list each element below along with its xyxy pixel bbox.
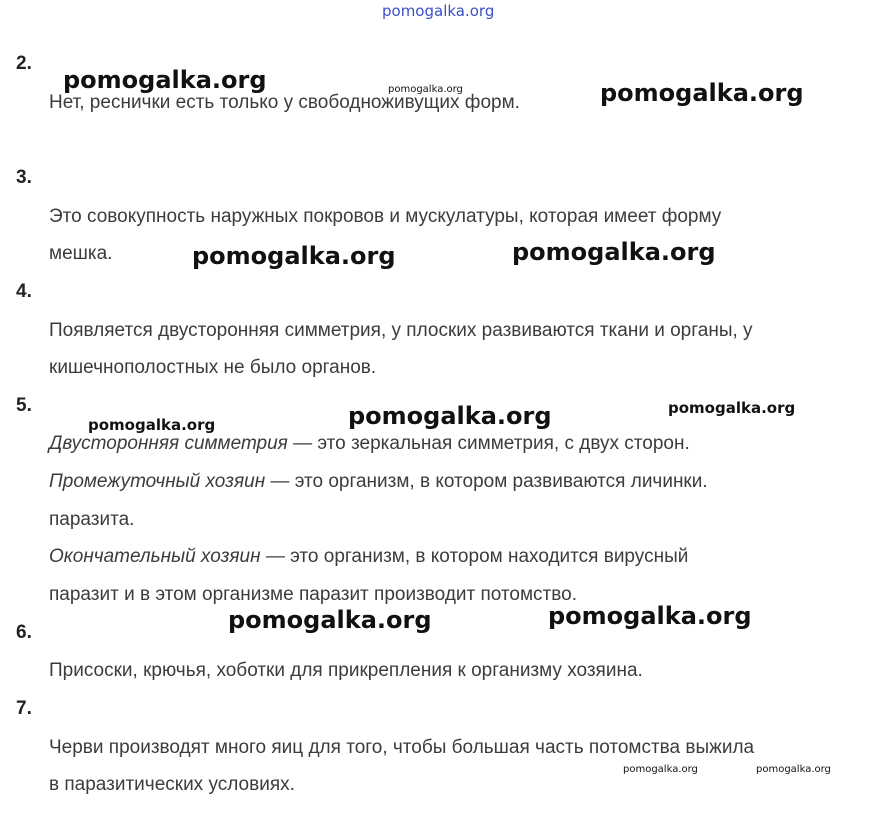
answer-number: 3. [16,167,32,188]
watermark-top: pomogalka.org [382,2,495,20]
definition-text: — это организм, в котором находится вирусный [260,546,689,567]
definition-text: — это организм, в котором развиваются личинки. [265,471,708,492]
answer-number: 6. [16,622,32,643]
answer-line: Появляется двусторонняя симметрия, у плоских развиваются ткани и органы, у [49,320,753,341]
answer-line: мешка. [49,243,113,264]
watermark: pomogalka.org [348,402,552,430]
answer-line: Это совокупность наружных покровов и мускулатуры, которая имеет форму [49,206,722,227]
answer-line: кишечнополостных не было органов. [49,357,377,378]
answer-line: Присоски, крючья, хоботки для прикрепления к организму хозяина. [49,660,643,681]
answer-line: Нет, реснички есть только у свободноживущих форм. [49,92,520,113]
definition-term: Промежуточный хозяин [49,471,266,492]
watermark: pomogalka.org [228,606,432,634]
watermark: pomogalka.org [192,242,396,270]
answer-number: 4. [16,281,32,302]
answer-number: 5. [16,395,32,416]
answer-line: паразита. [49,509,135,530]
watermark: pomogalka.org [388,84,463,95]
answer-number: 2. [16,53,32,74]
watermark: pomogalka.org [600,79,804,107]
definition-text: — это зеркальная симметрия, с двух сторон. [287,433,690,454]
watermark: pomogalka.org [63,66,267,94]
answer-number: 7. [16,698,32,719]
watermark: pomogalka.org [88,416,216,434]
definition-line [49,471,708,493]
definition-line [49,433,690,455]
definition-term: Окончательный хозяин [49,546,261,567]
watermark: pomogalka.org [623,764,698,775]
watermark: pomogalka.org [548,602,752,630]
watermark: pomogalka.org [668,399,796,417]
definition-term: Двусторонняя симметрия [49,433,288,454]
watermark: pomogalka.org [756,764,831,775]
definition-line [49,546,688,568]
answer-line: Черви производят много яиц для того, чтобы большая часть потомства выжила [49,737,755,758]
answer-line: паразит и в этом организме паразит производит потомство. [49,584,577,605]
watermark: pomogalka.org [512,238,716,266]
answer-line: в паразитических условиях. [49,774,295,795]
